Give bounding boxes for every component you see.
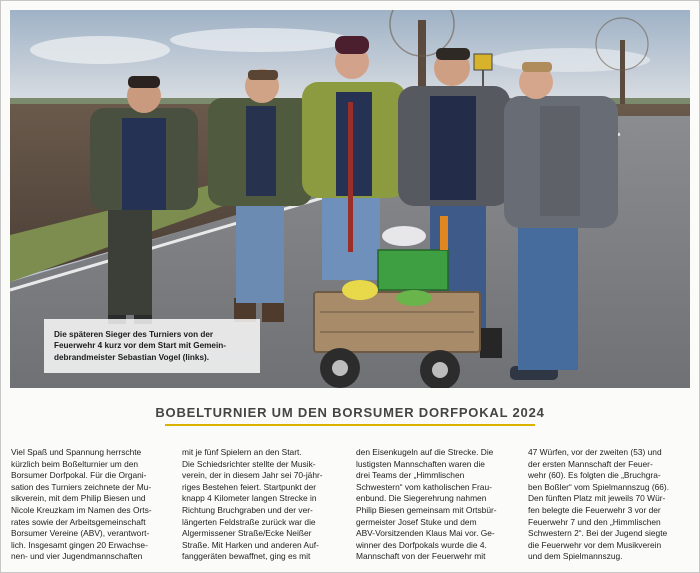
article-column-2 — [182, 447, 350, 563]
caption-line: Feuerwehr 4 kurz vor dem Start mit Gemein- — [54, 341, 226, 351]
text-line: fanggeräten bewaffnet, ging es mit — [182, 551, 311, 562]
article-column-3 — [356, 447, 524, 563]
text-line: Borsumer Dorfpokal. Für die Organi- — [11, 470, 147, 481]
text-line: Feuerwehr 7 und den „Himmlischen — [528, 516, 661, 527]
text-line: Mannschaft von der Feuerwehr mit — [356, 551, 486, 562]
text-line: enbund. Die Siegerehrung nahmen — [356, 493, 487, 504]
text-line: Philip Biesen gemeinsam mit Ortsbür- — [356, 504, 497, 515]
text-line: Die Schiedsrichter stellte der Musik- — [182, 458, 316, 469]
text-line: nen- und vier Jugendmannschaften — [11, 551, 143, 562]
text-line: 47 Würfen, vor der zweiten (53) und — [528, 447, 662, 457]
text-line: und dem Spielmannszug. — [528, 551, 623, 562]
text-line: wehr (60). Es folgten die „Bruchgra- — [528, 470, 661, 481]
text-line: Richtung Bruchgraben und der ver- — [182, 504, 313, 515]
text-line: rates sowie der Arbeitsgemeinschaft — [11, 516, 146, 527]
text-line: den Eisenkugeln auf die Strecke. Die — [356, 447, 494, 457]
text-line: winner des Dorfpokals wurde die 4. — [356, 539, 487, 550]
headline-underline — [165, 424, 535, 426]
text-line: Viel Spaß und Spannung herrschte — [11, 447, 142, 457]
text-line: mit je fünf Spielern an den Start. — [182, 447, 302, 457]
text-line: fen belegte die Feuerwehr 3 vor der — [528, 504, 661, 515]
text-line: lustigsten Mannschaften waren die — [356, 458, 485, 469]
text-line: kürzlich beim Boßelturnier um den — [11, 458, 139, 469]
text-line: Den fünften Platz mit jeweils 70 Wür- — [528, 493, 666, 504]
text-line: Schwestern“ vom katholischen Frau- — [356, 481, 492, 492]
caption-line: debrandmeister Sebastian Vogel (links). — [54, 352, 209, 362]
text-line: Straße. Mit Harken und anderen Auf- — [182, 539, 319, 550]
text-line: die Feuerwehr vor dem Musikverein — [528, 539, 662, 550]
text-line: Algermissener Straße/Ecke Neißer — [182, 528, 312, 539]
text-line: ben Boßler“ vom Spielmannszug (66). — [528, 481, 670, 492]
text-line: der ersten Mannschaft der Feuer- — [528, 458, 653, 469]
text-line: ABV-Vorsitzenden Klaus Mai vor. Ge- — [356, 528, 495, 539]
text-line: lich. Insgesamt gingen 20 Erwachse- — [11, 539, 148, 550]
text-line: germeister Josef Stuke und dem — [356, 516, 477, 527]
text-line: sikverein, mit dem Philip Biesen und — [11, 493, 146, 504]
article-column-4 — [528, 447, 696, 563]
text-line: knapp 4 Kilometer langen Strecke in — [182, 493, 317, 504]
text-line: Schwestern 2“. Bei der Jugend siegte — [528, 528, 668, 539]
photo-caption — [44, 319, 260, 373]
article-column-1 — [11, 447, 179, 563]
caption-line: Die späteren Sieger des Turniers von der — [54, 330, 214, 339]
text-line: drei Teams der „Himmlischen — [356, 470, 465, 481]
text-line: riges Bestehen feiert. Startpunkt der — [182, 481, 317, 492]
article-headline: BOBELTURNIER UM DEN BORSUMER DORFPOKAL 2024 — [155, 405, 545, 420]
text-line: sation des Turniers zeichnete der Mu- — [11, 481, 152, 492]
text-line: Borsumer Vereine (ABV), verantwort- — [11, 528, 150, 539]
text-line: verein, der in diesem Jahr sei 70-jähr- — [182, 470, 323, 481]
text-line: längerten Feldstraße zurück war die — [182, 516, 316, 527]
text-line: Nicole Kreuzkam im Namen des Orts- — [11, 504, 152, 515]
